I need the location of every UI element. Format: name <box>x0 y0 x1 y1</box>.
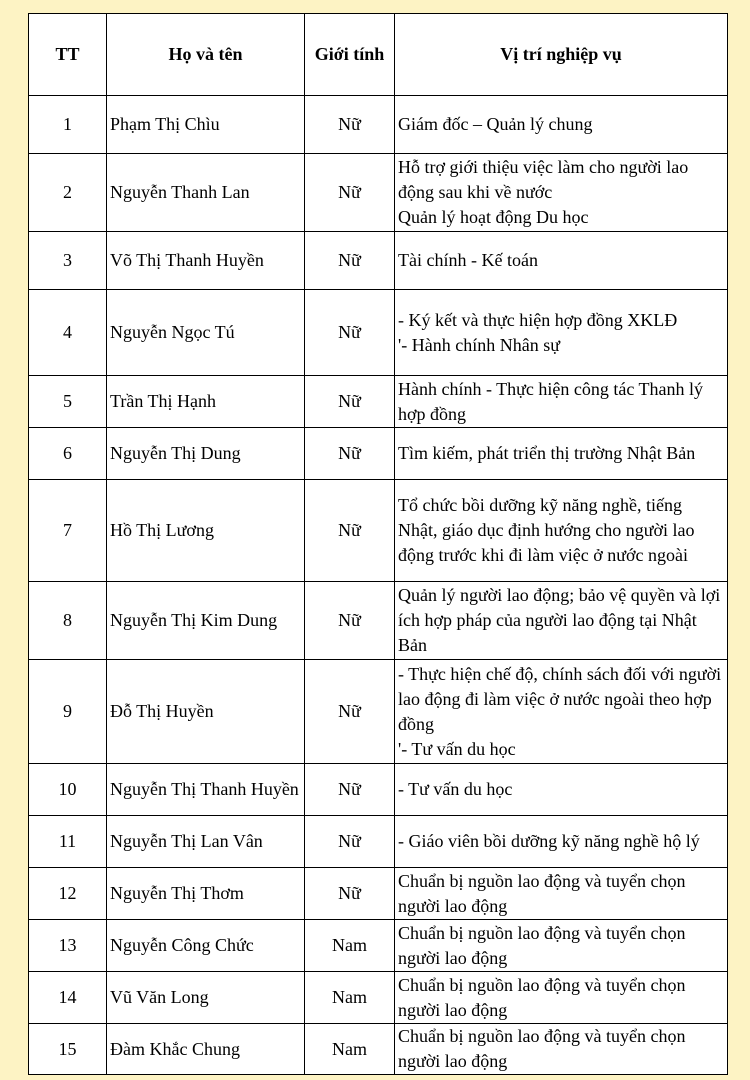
cell-role: Hỗ trợ giới thiệu việc làm cho người lao động sau khi về nước Quản lý hoạt động Du học <box>395 154 728 232</box>
table-header-row <box>29 14 728 96</box>
cell-gender: Nữ <box>305 96 395 154</box>
cell-tt: 9 <box>29 660 107 764</box>
table-row <box>29 96 728 154</box>
cell-gender: Nữ <box>305 232 395 290</box>
table-row <box>29 480 728 582</box>
cell-tt: 7 <box>29 480 107 582</box>
cell-name: Hồ Thị Lương <box>107 480 305 582</box>
cell-tt: 14 <box>29 972 107 1024</box>
table-row <box>29 972 728 1024</box>
cell-name: Nguyễn Thị Thanh Huyền <box>107 764 305 816</box>
table-row <box>29 290 728 376</box>
cell-role: Chuẩn bị nguồn lao động và tuyển chọn người lao động <box>395 1024 728 1075</box>
cell-gender: Nữ <box>305 582 395 660</box>
cell-tt: 4 <box>29 290 107 376</box>
cell-tt: 8 <box>29 582 107 660</box>
header-role: Vị trí nghiệp vụ <box>395 14 728 96</box>
cell-gender: Nữ <box>305 154 395 232</box>
cell-gender: Nữ <box>305 480 395 582</box>
staff-table <box>28 13 728 1075</box>
cell-tt: 1 <box>29 96 107 154</box>
cell-role: Chuẩn bị nguồn lao động và tuyển chọn người lao động <box>395 868 728 920</box>
cell-name: Nguyễn Ngọc Tú <box>107 290 305 376</box>
cell-tt: 15 <box>29 1024 107 1075</box>
cell-gender: Nữ <box>305 376 395 428</box>
cell-tt: 11 <box>29 816 107 868</box>
cell-role: - Ký kết và thực hiện hợp đồng XKLĐ '- Hành chính Nhân sự <box>395 290 728 376</box>
table-row <box>29 582 728 660</box>
cell-name: Trần Thị Hạnh <box>107 376 305 428</box>
cell-role: Quản lý người lao động; bảo vệ quyền và lợi ích hợp pháp của người lao động tại Nhật Bản <box>395 582 728 660</box>
cell-tt: 3 <box>29 232 107 290</box>
table-row <box>29 232 728 290</box>
cell-role: Tổ chức bồi dưỡng kỹ năng nghề, tiếng Nhật, giáo dục định hướng cho người lao động trước khi đi làm việc ở nước ngoài <box>395 480 728 582</box>
table-row <box>29 660 728 764</box>
cell-role: Giám đốc – Quản lý chung <box>395 96 728 154</box>
table-row <box>29 764 728 816</box>
table-row <box>29 816 728 868</box>
cell-name: Nguyễn Thị Kim Dung <box>107 582 305 660</box>
table-row <box>29 920 728 972</box>
cell-tt: 12 <box>29 868 107 920</box>
cell-tt: 13 <box>29 920 107 972</box>
table-row <box>29 376 728 428</box>
table-body <box>29 96 728 1075</box>
cell-name: Đỗ Thị Huyền <box>107 660 305 764</box>
cell-gender: Nam <box>305 972 395 1024</box>
cell-name: Nguyễn Thị Thơm <box>107 868 305 920</box>
cell-role: Hành chính - Thực hiện công tác Thanh lý hợp đồng <box>395 376 728 428</box>
cell-tt: 5 <box>29 376 107 428</box>
cell-role: Chuẩn bị nguồn lao động và tuyển chọn người lao động <box>395 920 728 972</box>
cell-role: Chuẩn bị nguồn lao động và tuyển chọn người lao động <box>395 972 728 1024</box>
cell-role: Tìm kiếm, phát triển thị trường Nhật Bản <box>395 428 728 480</box>
cell-gender: Nữ <box>305 764 395 816</box>
table-row <box>29 428 728 480</box>
cell-name: Nguyễn Thanh Lan <box>107 154 305 232</box>
cell-gender: Nữ <box>305 660 395 764</box>
cell-name: Nguyễn Thị Lan Vân <box>107 816 305 868</box>
cell-role: - Thực hiện chế độ, chính sách đối với người lao động đi làm việc ở nước ngoài theo hợp đồng '- Tư vấn du học <box>395 660 728 764</box>
cell-tt: 2 <box>29 154 107 232</box>
cell-name: Nguyễn Công Chức <box>107 920 305 972</box>
cell-tt: 6 <box>29 428 107 480</box>
cell-name: Võ Thị Thanh Huyền <box>107 232 305 290</box>
table-row <box>29 868 728 920</box>
header-name: Họ và tên <box>107 14 305 96</box>
cell-name: Nguyễn Thị Dung <box>107 428 305 480</box>
cell-gender: Nữ <box>305 290 395 376</box>
table-row <box>29 154 728 232</box>
cell-name: Đàm Khắc Chung <box>107 1024 305 1075</box>
cell-gender: Nữ <box>305 868 395 920</box>
cell-tt: 10 <box>29 764 107 816</box>
cell-name: Vũ Văn Long <box>107 972 305 1024</box>
cell-gender: Nữ <box>305 816 395 868</box>
header-gender: Giới tính <box>305 14 395 96</box>
cell-role: Tài chính - Kế toán <box>395 232 728 290</box>
cell-name: Phạm Thị Chìu <box>107 96 305 154</box>
cell-role: - Giáo viên bồi dưỡng kỹ năng nghề hộ lý <box>395 816 728 868</box>
cell-gender: Nam <box>305 1024 395 1075</box>
cell-gender: Nữ <box>305 428 395 480</box>
table-row <box>29 1024 728 1075</box>
cell-gender: Nam <box>305 920 395 972</box>
header-tt: TT <box>29 14 107 96</box>
cell-role: - Tư vấn du học <box>395 764 728 816</box>
staff-table-sheet <box>28 13 727 1075</box>
